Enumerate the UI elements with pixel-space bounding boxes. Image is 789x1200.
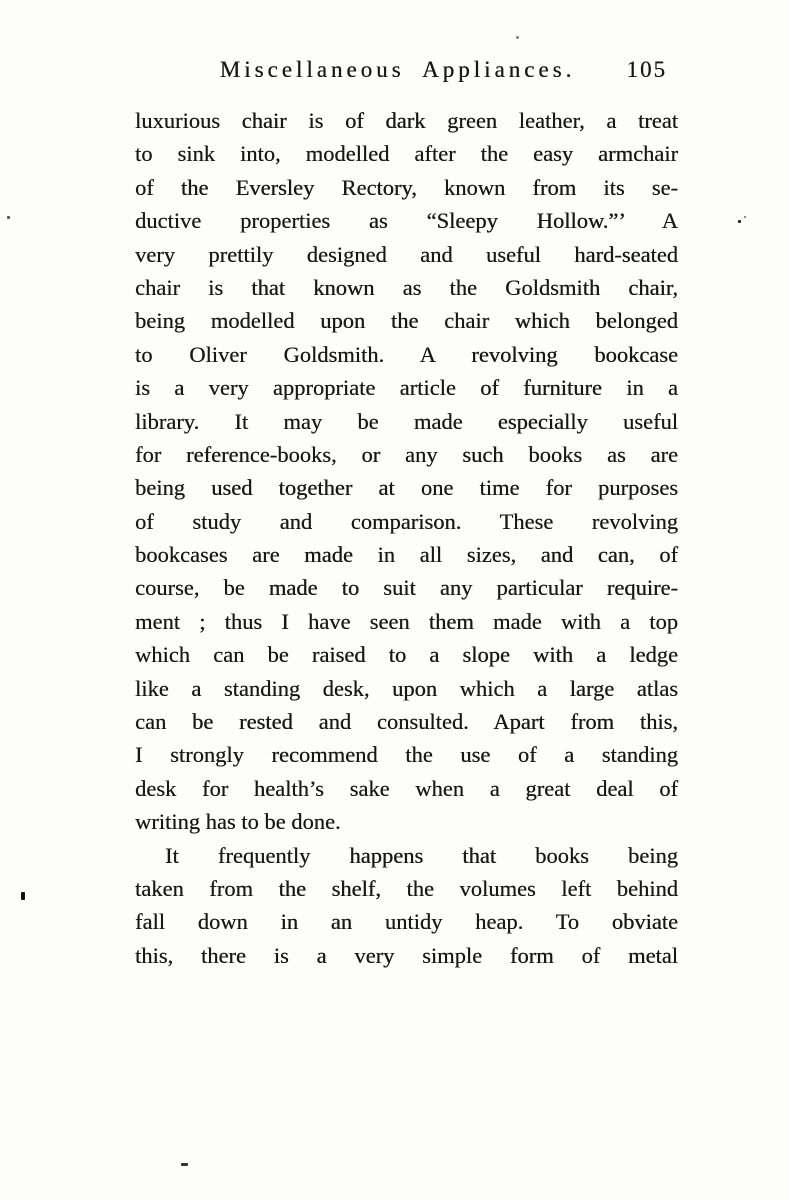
text-line: chair is that known as the Goldsmith chair,	[135, 274, 678, 300]
text-line: desk for health’s sake when a great deal of	[135, 775, 678, 801]
text-line: ment ; thus I have seen them made with a top	[135, 608, 678, 634]
text-line-paragraph-start: It frequently happens that books being	[165, 842, 678, 868]
scan-speck	[516, 36, 519, 39]
text-line: for reference-books, or any such books as are	[135, 441, 678, 467]
text-line: of the Eversley Rectory, known from its se-	[135, 174, 678, 200]
text-line: of study and comparison. These revolving	[135, 508, 678, 534]
text-line: luxurious chair is of dark green leather, a treat	[135, 108, 678, 133]
body-text	[135, 104, 678, 972]
text-line: library. It may be made especially useful	[135, 408, 678, 434]
text-line: like a standing desk, upon which a large atlas	[135, 675, 678, 701]
text-line: bookcases are made in all sizes, and can, of	[135, 542, 678, 568]
text-line: fall down in an untidy heap. To obviate	[135, 909, 678, 935]
text-line-paragraph-end: writing has to be done.	[135, 809, 341, 835]
text-line: is a very appropriate article of furniture in a	[135, 375, 678, 401]
text-line: which can be raised to a slope with a ledge	[135, 642, 678, 668]
text-line: being used together at one time for purposes	[135, 475, 678, 501]
text-line: taken from the shelf, the volumes left behind	[135, 875, 678, 901]
scan-speck	[181, 1163, 188, 1166]
scan-speck	[738, 220, 741, 223]
text-line: this, there is a very simple form of metal	[135, 942, 678, 968]
header-title: Miscellaneous Appliances.	[219, 57, 576, 82]
scan-speck	[21, 892, 25, 900]
scan-speck	[744, 216, 746, 218]
text-line: course, be made to suit any particular require-	[135, 575, 678, 601]
text-line: to sink into, modelled after the easy armchair	[135, 141, 678, 167]
text-line: to Oliver Goldsmith. A revolving bookcase	[135, 341, 678, 367]
text-line: ductive properties as “Sleepy Hollow.”’ A	[135, 208, 678, 234]
page-number: 105	[626, 57, 667, 82]
text-line: being modelled upon the chair which belonged	[135, 308, 678, 334]
running-header	[135, 56, 678, 86]
text-line: very prettily designed and useful hard-seated	[135, 241, 678, 267]
scan-speck	[7, 216, 10, 219]
text-line: I strongly recommend the use of a standing	[135, 742, 678, 768]
text-line: can be rested and consulted. Apart from this,	[135, 709, 678, 735]
